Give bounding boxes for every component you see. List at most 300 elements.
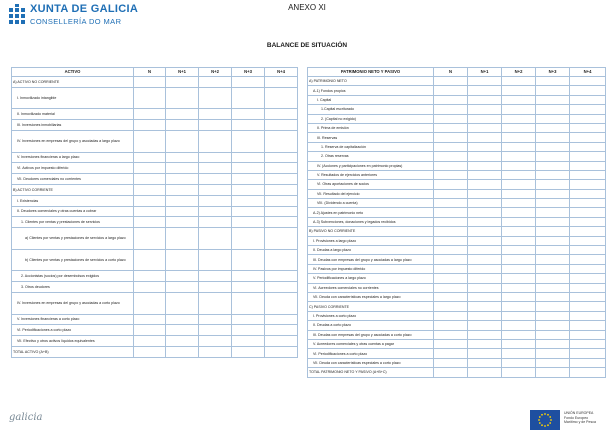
pasivo-value-cell[interactable] — [502, 217, 536, 226]
activo-value-cell[interactable] — [166, 314, 199, 325]
activo-value-cell[interactable] — [134, 228, 166, 250]
pasivo-value-cell[interactable] — [502, 152, 536, 161]
activo-value-cell[interactable] — [232, 174, 265, 185]
pasivo-value-cell[interactable] — [536, 227, 570, 236]
pasivo-value-cell[interactable] — [570, 161, 606, 170]
activo-value-cell[interactable] — [134, 314, 166, 325]
pasivo-value-cell[interactable] — [434, 264, 468, 273]
pasivo-row-label: 1.Capital escriturado — [308, 105, 434, 114]
pasivo-row-label: III. Deudas con empresas del grupo y asociadas a largo plazo — [308, 255, 434, 264]
activo-value-cell[interactable] — [134, 184, 166, 195]
activo-value-cell[interactable] — [265, 206, 298, 217]
pasivo-value-cell[interactable] — [434, 255, 468, 264]
pasivo-value-cell[interactable] — [502, 227, 536, 236]
pasivo-value-cell[interactable] — [468, 161, 502, 170]
activo-value-cell[interactable] — [199, 217, 232, 228]
pasivo-value-cell[interactable] — [502, 142, 536, 151]
activo-value-cell[interactable] — [232, 109, 265, 120]
pasivo-value-cell[interactable] — [468, 227, 502, 236]
activo-value-cell[interactable] — [265, 195, 298, 206]
pasivo-value-cell[interactable] — [434, 208, 468, 217]
pasivo-value-cell[interactable] — [570, 302, 606, 311]
activo-value-cell[interactable] — [166, 336, 199, 347]
activo-value-cell[interactable] — [232, 292, 265, 314]
pasivo-value-cell[interactable] — [536, 292, 570, 301]
pasivo-value-cell[interactable] — [502, 349, 536, 358]
pasivo-value-cell[interactable] — [536, 349, 570, 358]
activo-value-cell[interactable] — [199, 325, 232, 336]
activo-value-cell[interactable] — [134, 271, 166, 282]
pasivo-value-cell[interactable] — [434, 114, 468, 123]
pasivo-value-cell[interactable] — [570, 95, 606, 104]
pasivo-value-cell[interactable] — [570, 114, 606, 123]
activo-value-cell[interactable] — [134, 152, 166, 163]
activo-value-cell[interactable] — [232, 346, 265, 357]
activo-value-cell[interactable] — [199, 336, 232, 347]
activo-value-cell[interactable] — [199, 195, 232, 206]
pasivo-value-cell[interactable] — [536, 321, 570, 330]
pasivo-value-cell[interactable] — [570, 77, 606, 86]
pasivo-value-cell[interactable] — [468, 217, 502, 226]
pasivo-value-cell[interactable] — [536, 330, 570, 339]
pasivo-value-cell[interactable] — [570, 152, 606, 161]
pasivo-value-cell[interactable] — [536, 208, 570, 217]
pasivo-row — [308, 264, 606, 273]
pasivo-value-cell[interactable] — [468, 180, 502, 189]
activo-value-cell[interactable] — [166, 292, 199, 314]
pasivo-value-cell[interactable] — [536, 311, 570, 320]
pasivo-row-label: 2. Otras reservas — [308, 152, 434, 161]
pasivo-value-cell[interactable] — [502, 114, 536, 123]
activo-value-cell[interactable] — [265, 325, 298, 336]
pasivo-row — [308, 152, 606, 161]
pasivo-value-cell[interactable] — [468, 255, 502, 264]
activo-value-cell[interactable] — [166, 195, 199, 206]
activo-value-cell[interactable] — [199, 228, 232, 250]
pasivo-row-label: I. Capital — [308, 95, 434, 104]
activo-value-cell[interactable] — [265, 282, 298, 293]
pasivo-value-cell[interactable] — [502, 283, 536, 292]
pasivo-value-cell[interactable] — [502, 161, 536, 170]
activo-value-cell[interactable] — [232, 152, 265, 163]
activo-value-cell[interactable] — [232, 120, 265, 131]
activo-value-cell[interactable] — [134, 174, 166, 185]
activo-value-cell[interactable] — [265, 77, 298, 88]
pasivo-value-cell[interactable] — [570, 246, 606, 255]
activo-value-cell[interactable] — [265, 152, 298, 163]
activo-value-cell[interactable] — [232, 228, 265, 250]
activo-row — [12, 184, 298, 195]
activo-value-cell[interactable] — [232, 87, 265, 109]
activo-value-cell[interactable] — [265, 174, 298, 185]
pasivo-value-cell[interactable] — [536, 236, 570, 245]
activo-value-cell[interactable] — [134, 77, 166, 88]
pasivo-value-cell[interactable] — [570, 217, 606, 226]
activo-value-cell[interactable] — [166, 184, 199, 195]
activo-value-cell[interactable] — [199, 174, 232, 185]
pasivo-value-cell[interactable] — [502, 368, 536, 377]
activo-value-cell[interactable] — [265, 228, 298, 250]
pasivo-value-cell[interactable] — [536, 133, 570, 142]
pasivo-value-cell[interactable] — [468, 95, 502, 104]
pasivo-row — [308, 292, 606, 301]
pasivo-value-cell[interactable] — [434, 152, 468, 161]
pasivo-value-cell[interactable] — [570, 180, 606, 189]
activo-value-cell[interactable] — [134, 292, 166, 314]
pasivo-value-cell[interactable] — [502, 86, 536, 95]
activo-value-cell[interactable] — [199, 292, 232, 314]
pasivo-value-cell[interactable] — [434, 170, 468, 179]
activo-value-cell[interactable] — [265, 336, 298, 347]
pasivo-value-cell[interactable] — [434, 339, 468, 348]
pasivo-value-cell[interactable] — [468, 358, 502, 367]
pasivo-value-cell[interactable] — [536, 358, 570, 367]
activo-row — [12, 163, 298, 174]
pasivo-row-label: IV. Pasivos por impuesto diferido — [308, 264, 434, 273]
pasivo-value-cell[interactable] — [434, 142, 468, 151]
pasivo-value-cell[interactable] — [570, 311, 606, 320]
pasivo-value-cell[interactable] — [536, 217, 570, 226]
pasivo-value-cell[interactable] — [502, 246, 536, 255]
pasivo-value-cell[interactable] — [570, 133, 606, 142]
pasivo-row — [308, 368, 606, 377]
activo-value-cell[interactable] — [134, 87, 166, 109]
activo-value-cell[interactable] — [166, 249, 199, 271]
pasivo-value-cell[interactable] — [570, 199, 606, 208]
pasivo-value-cell[interactable] — [536, 339, 570, 348]
activo-value-cell[interactable] — [134, 195, 166, 206]
pasivo-value-cell[interactable] — [502, 133, 536, 142]
pasivo-value-cell[interactable] — [570, 236, 606, 245]
activo-value-cell[interactable] — [166, 271, 199, 282]
activo-value-cell[interactable] — [265, 109, 298, 120]
activo-value-cell[interactable] — [199, 346, 232, 357]
pasivo-row — [308, 349, 606, 358]
pasivo-value-cell[interactable] — [570, 264, 606, 273]
pasivo-row-label: VI. Otras aportaciones de socios — [308, 180, 434, 189]
eu-star — [541, 424, 543, 426]
pasivo-value-cell[interactable] — [434, 217, 468, 226]
pasivo-value-cell[interactable] — [468, 349, 502, 358]
pasivo-value-cell[interactable] — [502, 274, 536, 283]
activo-value-cell[interactable] — [232, 336, 265, 347]
activo-value-cell[interactable] — [265, 271, 298, 282]
pasivo-value-cell[interactable] — [536, 264, 570, 273]
pasivo-value-cell[interactable] — [502, 199, 536, 208]
activo-value-cell[interactable] — [232, 130, 265, 152]
pasivo-value-cell[interactable] — [434, 86, 468, 95]
pasivo-value-cell[interactable] — [434, 283, 468, 292]
activo-value-cell[interactable] — [166, 130, 199, 152]
pasivo-value-cell[interactable] — [536, 246, 570, 255]
activo-value-cell[interactable] — [134, 336, 166, 347]
activo-value-cell[interactable] — [134, 163, 166, 174]
pasivo-value-cell[interactable] — [434, 311, 468, 320]
activo-value-cell[interactable] — [199, 120, 232, 131]
pasivo-value-cell[interactable] — [536, 152, 570, 161]
pasivo-value-cell[interactable] — [570, 123, 606, 132]
activo-value-cell[interactable] — [199, 249, 232, 271]
activo-value-cell[interactable] — [199, 109, 232, 120]
pasivo-row — [308, 114, 606, 123]
activo-value-cell[interactable] — [134, 130, 166, 152]
col-header: N+3 — [536, 68, 570, 77]
pasivo-value-cell[interactable] — [502, 170, 536, 179]
activo-row-label: VII. Deudores comerciales no corrientes — [12, 174, 134, 185]
activo-value-cell[interactable] — [265, 346, 298, 357]
activo-value-cell[interactable] — [232, 271, 265, 282]
pasivo-value-cell[interactable] — [434, 161, 468, 170]
pasivo-value-cell[interactable] — [468, 311, 502, 320]
pasivo-row-label: 1. Reserva de capitalización — [308, 142, 434, 151]
pasivo-value-cell[interactable] — [570, 255, 606, 264]
pasivo-value-cell[interactable] — [434, 358, 468, 367]
activo-value-cell[interactable] — [199, 130, 232, 152]
pasivo-value-cell[interactable] — [502, 95, 536, 104]
pasivo-value-cell[interactable] — [468, 264, 502, 273]
pasivo-value-cell[interactable] — [468, 246, 502, 255]
activo-value-cell[interactable] — [265, 120, 298, 131]
eu-star — [550, 419, 552, 421]
activo-value-cell[interactable] — [232, 163, 265, 174]
pasivo-value-cell[interactable] — [434, 321, 468, 330]
activo-value-cell[interactable] — [134, 282, 166, 293]
activo-value-cell[interactable] — [134, 217, 166, 228]
activo-value-cell[interactable] — [265, 249, 298, 271]
pasivo-value-cell[interactable] — [502, 292, 536, 301]
org-name: XUNTA DE GALICIA — [30, 3, 139, 15]
pasivo-value-cell[interactable] — [468, 77, 502, 86]
activo-value-cell[interactable] — [166, 346, 199, 357]
pasivo-value-cell[interactable] — [536, 77, 570, 86]
activo-value-cell[interactable] — [199, 282, 232, 293]
activo-value-cell[interactable] — [166, 77, 199, 88]
activo-value-cell[interactable] — [232, 195, 265, 206]
pasivo-row-label: III. Reservas — [308, 133, 434, 142]
activo-row — [12, 120, 298, 131]
pasivo-value-cell[interactable] — [434, 123, 468, 132]
pasivo-row — [308, 227, 606, 236]
pasivo-value-cell[interactable] — [502, 255, 536, 264]
pasivo-value-cell[interactable] — [434, 227, 468, 236]
pasivo-value-cell[interactable] — [570, 349, 606, 358]
pasivo-value-cell[interactable] — [536, 161, 570, 170]
pasivo-value-cell[interactable] — [502, 105, 536, 114]
activo-value-cell[interactable] — [265, 292, 298, 314]
activo-value-cell[interactable] — [134, 249, 166, 271]
pasivo-value-cell[interactable] — [536, 86, 570, 95]
pasivo-value-cell[interactable] — [468, 283, 502, 292]
pasivo-value-cell[interactable] — [536, 114, 570, 123]
pasivo-value-cell[interactable] — [502, 339, 536, 348]
pasivo-value-cell[interactable] — [434, 292, 468, 301]
activo-value-cell[interactable] — [265, 217, 298, 228]
activo-value-cell[interactable] — [134, 346, 166, 357]
pasivo-value-cell[interactable] — [570, 208, 606, 217]
pasivo-value-cell[interactable] — [434, 236, 468, 245]
activo-value-cell[interactable] — [232, 184, 265, 195]
pasivo-row — [308, 283, 606, 292]
pasivo-value-cell[interactable] — [434, 189, 468, 198]
pasivo-value-cell[interactable] — [468, 274, 502, 283]
pasivo-value-cell[interactable] — [468, 133, 502, 142]
pasivo-value-cell[interactable] — [570, 227, 606, 236]
pasivo-value-cell[interactable] — [468, 86, 502, 95]
pasivo-value-cell[interactable] — [570, 339, 606, 348]
pasivo-value-cell[interactable] — [536, 255, 570, 264]
activo-value-cell[interactable] — [166, 109, 199, 120]
activo-row-label: V. Inversiones financieras a corto plazo — [12, 314, 134, 325]
activo-value-cell[interactable] — [232, 282, 265, 293]
pasivo-value-cell[interactable] — [434, 133, 468, 142]
pasivo-value-cell[interactable] — [502, 330, 536, 339]
pasivo-value-cell[interactable] — [502, 123, 536, 132]
pasivo-row-label: V. Periodificaciones a largo plazo — [308, 274, 434, 283]
activo-value-cell[interactable] — [232, 314, 265, 325]
activo-value-cell[interactable] — [232, 206, 265, 217]
pasivo-value-cell[interactable] — [502, 236, 536, 245]
activo-row-label: V. Inversiones financieras a largo plazo — [12, 152, 134, 163]
pasivo-value-cell[interactable] — [570, 283, 606, 292]
activo-row — [12, 217, 298, 228]
pasivo-value-cell[interactable] — [468, 199, 502, 208]
activo-value-cell[interactable] — [232, 77, 265, 88]
pasivo-value-cell[interactable] — [468, 105, 502, 114]
pasivo-value-cell[interactable] — [468, 339, 502, 348]
activo-value-cell[interactable] — [232, 325, 265, 336]
pasivo-value-cell[interactable] — [434, 180, 468, 189]
activo-value-cell[interactable] — [166, 206, 199, 217]
activo-value-cell[interactable] — [134, 109, 166, 120]
activo-value-cell[interactable] — [166, 120, 199, 131]
pasivo-value-cell[interactable] — [570, 170, 606, 179]
pasivo-value-cell[interactable] — [570, 274, 606, 283]
pasivo-value-cell[interactable] — [468, 114, 502, 123]
pasivo-value-cell[interactable] — [468, 330, 502, 339]
pasivo-value-cell[interactable] — [570, 292, 606, 301]
activo-value-cell[interactable] — [265, 130, 298, 152]
activo-value-cell[interactable] — [166, 325, 199, 336]
pasivo-value-cell[interactable] — [536, 180, 570, 189]
pasivo-value-cell[interactable] — [502, 264, 536, 273]
pasivo-value-cell[interactable] — [536, 283, 570, 292]
activo-value-cell[interactable] — [199, 87, 232, 109]
pasivo-value-cell[interactable] — [468, 152, 502, 161]
pasivo-value-cell[interactable] — [434, 105, 468, 114]
pasivo-value-cell[interactable] — [502, 189, 536, 198]
pasivo-value-cell[interactable] — [434, 349, 468, 358]
activo-row-label: A) ACTIVO NO CORRIENTE — [12, 77, 134, 88]
pasivo-value-cell[interactable] — [536, 189, 570, 198]
pasivo-value-cell[interactable] — [468, 142, 502, 151]
pasivo-value-cell[interactable] — [536, 302, 570, 311]
activo-value-cell[interactable] — [166, 163, 199, 174]
activo-value-cell[interactable] — [134, 120, 166, 131]
pasivo-value-cell[interactable] — [536, 199, 570, 208]
pasivo-value-cell[interactable] — [468, 189, 502, 198]
pasivo-row — [308, 208, 606, 217]
activo-value-cell[interactable] — [134, 325, 166, 336]
pasivo-value-cell[interactable] — [434, 330, 468, 339]
pasivo-value-cell[interactable] — [570, 358, 606, 367]
pasivo-value-cell[interactable] — [536, 368, 570, 377]
activo-value-cell[interactable] — [199, 152, 232, 163]
pasivo-value-cell[interactable] — [502, 180, 536, 189]
pasivo-value-cell[interactable] — [570, 189, 606, 198]
activo-value-cell[interactable] — [166, 87, 199, 109]
pasivo-value-cell[interactable] — [468, 236, 502, 245]
pasivo-value-cell[interactable] — [536, 170, 570, 179]
col-header: N — [134, 68, 166, 77]
pasivo-value-cell[interactable] — [502, 77, 536, 86]
pasivo-value-cell[interactable] — [502, 321, 536, 330]
activo-value-cell[interactable] — [199, 271, 232, 282]
activo-value-cell[interactable] — [199, 163, 232, 174]
activo-value-cell[interactable] — [134, 206, 166, 217]
activo-value-cell[interactable] — [265, 184, 298, 195]
pasivo-value-cell[interactable] — [468, 292, 502, 301]
pasivo-row — [308, 170, 606, 179]
activo-row-label: I. Inmovilizado intangible — [12, 87, 134, 109]
activo-value-cell[interactable] — [265, 163, 298, 174]
pasivo-value-cell[interactable] — [434, 199, 468, 208]
pasivo-value-cell[interactable] — [468, 302, 502, 311]
pasivo-value-cell[interactable] — [468, 208, 502, 217]
pasivo-value-cell[interactable] — [502, 358, 536, 367]
activo-value-cell[interactable] — [199, 184, 232, 195]
pasivo-value-cell[interactable] — [434, 368, 468, 377]
activo-value-cell[interactable] — [199, 314, 232, 325]
pasivo-row — [308, 358, 606, 367]
activo-value-cell[interactable] — [199, 206, 232, 217]
pasivo-value-cell[interactable] — [502, 302, 536, 311]
activo-value-cell[interactable] — [232, 217, 265, 228]
pasivo-value-cell[interactable] — [434, 77, 468, 86]
pasivo-value-cell[interactable] — [434, 274, 468, 283]
activo-value-cell[interactable] — [265, 87, 298, 109]
pasivo-value-cell[interactable] — [570, 86, 606, 95]
activo-value-cell[interactable] — [232, 249, 265, 271]
activo-value-cell[interactable] — [199, 77, 232, 88]
pasivo-value-cell[interactable] — [468, 368, 502, 377]
activo-value-cell[interactable] — [166, 282, 199, 293]
pasivo-row — [308, 321, 606, 330]
pasivo-value-cell[interactable] — [536, 95, 570, 104]
activo-value-cell[interactable] — [265, 314, 298, 325]
pasivo-value-cell[interactable] — [468, 321, 502, 330]
activo-value-cell[interactable] — [166, 152, 199, 163]
pasivo-value-cell[interactable] — [570, 142, 606, 151]
pasivo-value-cell[interactable] — [502, 208, 536, 217]
pasivo-value-cell[interactable] — [434, 302, 468, 311]
pasivo-value-cell[interactable] — [536, 105, 570, 114]
pasivo-value-cell[interactable] — [468, 170, 502, 179]
pasivo-value-cell[interactable] — [502, 311, 536, 320]
activo-value-cell[interactable] — [166, 217, 199, 228]
pasivo-value-cell[interactable] — [536, 123, 570, 132]
pasivo-value-cell[interactable] — [434, 246, 468, 255]
pasivo-value-cell[interactable] — [536, 274, 570, 283]
pasivo-value-cell[interactable] — [570, 368, 606, 377]
pasivo-value-cell[interactable] — [434, 95, 468, 104]
pasivo-value-cell[interactable] — [570, 105, 606, 114]
activo-value-cell[interactable] — [166, 228, 199, 250]
pasivo-value-cell[interactable] — [468, 123, 502, 132]
pasivo-value-cell[interactable] — [536, 142, 570, 151]
activo-value-cell[interactable] — [166, 174, 199, 185]
pasivo-value-cell[interactable] — [570, 330, 606, 339]
pasivo-value-cell[interactable] — [570, 321, 606, 330]
